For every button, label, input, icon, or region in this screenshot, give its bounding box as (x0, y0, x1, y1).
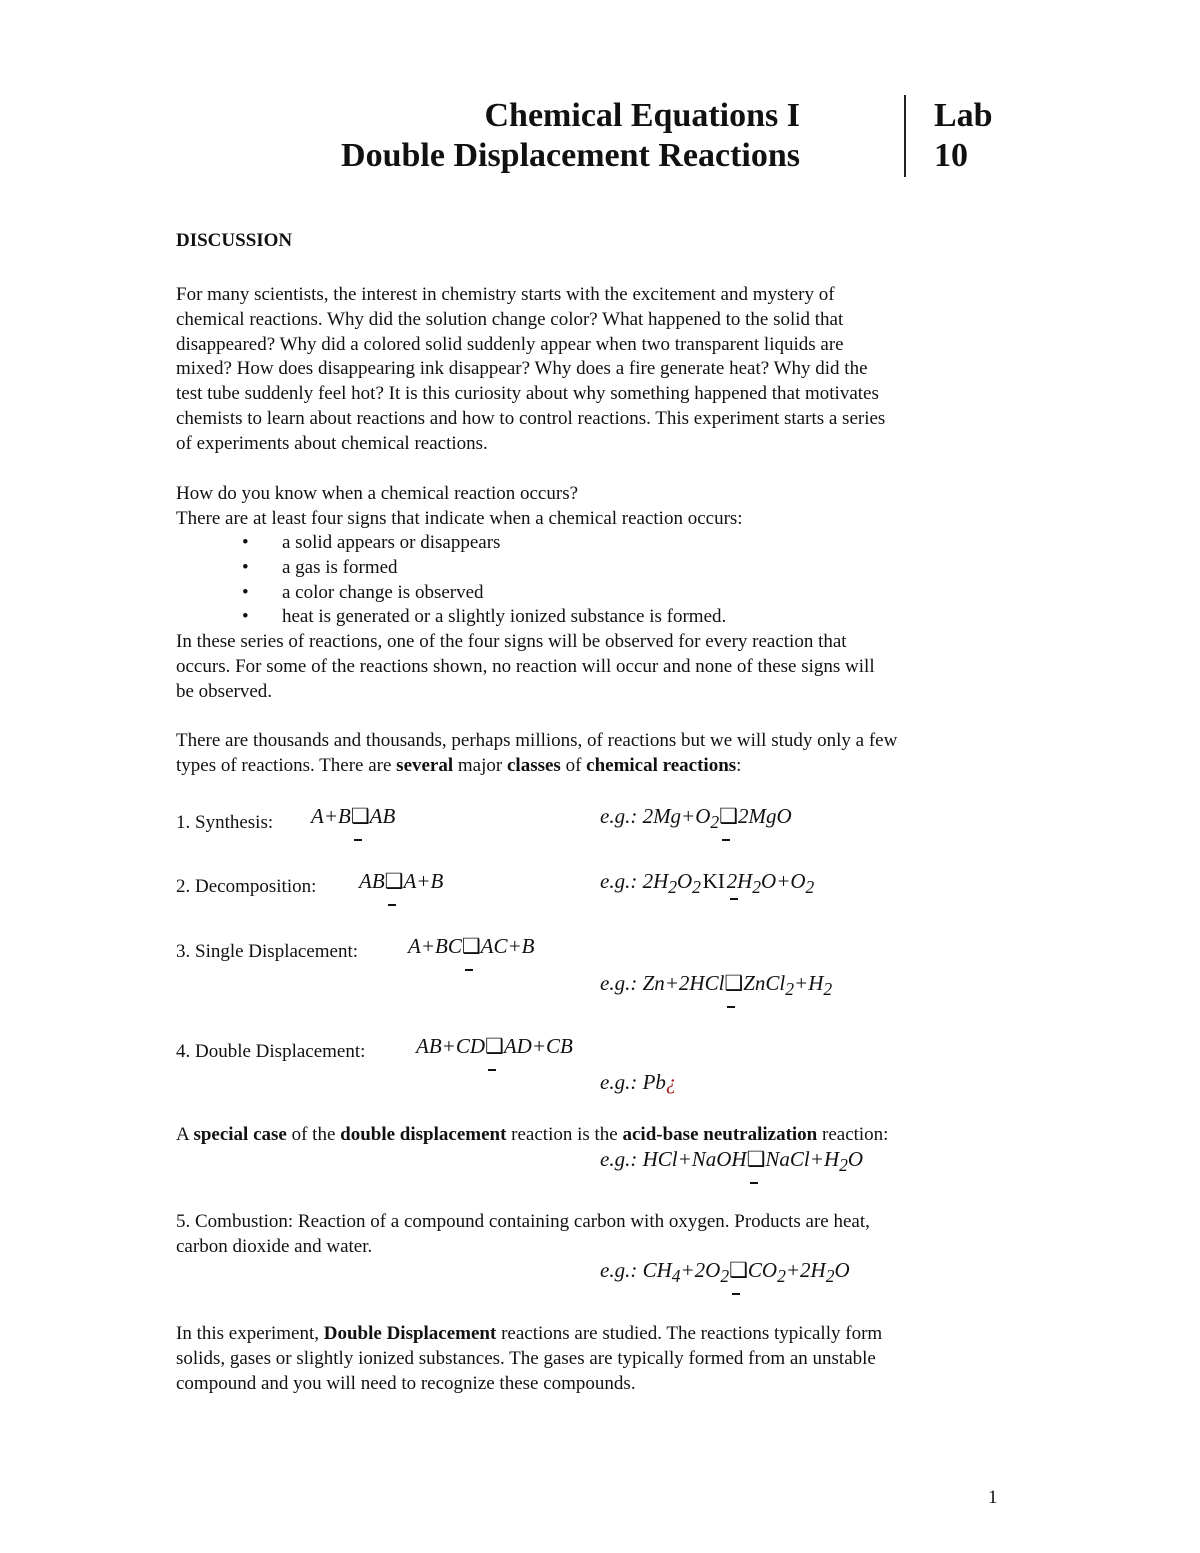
reaction-label-decomposition: 2. Decomposition: (176, 876, 317, 897)
lab-label (934, 96, 993, 176)
list-item: • heat is generated or a slightly ionized substance is formed. (176, 605, 726, 630)
list-item: • a solid appears or disappears (176, 531, 726, 556)
paragraph-line: There are thousands and thousands, perhaps millions, of reactions but we will study only a few (176, 730, 898, 751)
signs-intro (176, 482, 1006, 532)
special-case-line: A special case of the double displacement reaction is the acid-base neutralization reaction: (176, 1124, 889, 1145)
arrow-icon: ❑ (485, 1034, 504, 1058)
paragraph-line: 5. Combustion: Reaction of a compound containing carbon with oxygen. Products are heat, (176, 1211, 870, 1232)
double-displacement-general-equation: AB+CD❑AD+CB (416, 1034, 573, 1058)
paragraph-line: carbon dioxide and water. (176, 1235, 373, 1257)
decomposition-example-equation: e.g.: $2H_2O_2$ KI $2H_2O+O_2$ (600, 869, 815, 898)
closing-paragraph (176, 1322, 1006, 1396)
question-line: How do you know when a chemical reaction occurs? (176, 483, 579, 504)
arrow-icon: ❑ (461, 934, 481, 958)
intro-paragraph (176, 283, 1006, 457)
reaction-label-single-displacement: 3. Single Displacement: (176, 941, 359, 962)
intro-line: test tube suddenly feel hot? It is this curiosity about why something happened that motivates (176, 383, 879, 405)
intro-line: chemists to learn about reactions and how to control reactions. This experiment starts a series (176, 407, 886, 429)
lab-number: 10 (934, 137, 968, 174)
title-divider (904, 95, 906, 177)
single-displacement-example-equation: e.g.: $Zn+2HCl❑ZnCl_2+H_2$ (600, 971, 833, 1000)
lab-word: Lab (934, 97, 993, 134)
reaction-label-synthesis: 1. Synthesis: (176, 812, 274, 833)
neutralization-example-equation: e.g.: $HCl+NaOH❑NaCl+H_2O$ (600, 1147, 864, 1176)
combustion-paragraph (176, 1210, 1006, 1260)
page-number: 1 (988, 1487, 998, 1508)
decomposition-general-equation: AB❑A+B (359, 869, 444, 893)
single-displacement-general-equation: A+BC❑AC+B (408, 934, 535, 958)
list-item: • a gas is formed (176, 556, 726, 581)
paragraph-line: compound and you will need to recognize these compounds. (176, 1372, 636, 1394)
arrow-icon: ❑ (724, 971, 744, 995)
paragraph-line: occurs. For some of the reactions shown, no reaction will occur and none of these signs will (176, 655, 875, 677)
intro-line: disappeared? Why did a colored solid suddenly appear when two transparent liquids are (176, 333, 844, 355)
classes-paragraph (176, 729, 1006, 779)
document-title (100, 96, 800, 176)
signs-after-paragraph (176, 630, 1006, 704)
list-item: • a color change is observed (176, 581, 726, 606)
intro-line: of experiments about chemical reactions. (176, 432, 488, 454)
intro-line: For many scientists, the interest in chemistry starts with the excitement and mystery of (176, 284, 835, 305)
signs-intro-line: There are at least four signs that indicate when a chemical reaction occurs: (176, 507, 743, 529)
arrow-icon: ❑ (719, 804, 738, 828)
intro-line: mixed? How does disappearing ink disappear? Why does a fire generate heat? Why did the (176, 358, 868, 380)
discussion-heading: DISCUSSION (176, 230, 293, 251)
signs-list (176, 531, 726, 630)
intro-line: chemical reactions. Why did the solution change color? What happened to the solid that (176, 308, 844, 330)
arrow-icon: ❑ (729, 1258, 748, 1282)
paragraph-line: solids, gases or slightly ionized substances. The gases are typically formed from an unstable (176, 1347, 876, 1369)
paragraph-line: In this experiment, Double Displacement reactions are studied. The reactions typically form (176, 1323, 883, 1344)
arrow-icon: ❑ (746, 1147, 766, 1171)
synthesis-general-equation: A+B❑AB (311, 804, 396, 828)
title-line-2: Double Displacement Reactions (341, 137, 800, 174)
title-line-1: Chemical Equations I (484, 97, 800, 134)
synthesis-example-equation: e.g.: $2Mg+O_2❑2MgO$ (600, 804, 792, 833)
reaction-label-double-displacement: 4. Double Displacement: (176, 1041, 366, 1062)
double-displacement-example-equation: e.g.: Pb¿ (600, 1070, 677, 1094)
arrow-icon: ❑ (384, 869, 404, 893)
combustion-example-equation: e.g.: $CH_4+2O_2❑CO_2+2H_2O$ (600, 1258, 850, 1287)
paragraph-line: be observed. (176, 680, 273, 702)
paragraph-line: types of reactions. There are several major classes of chemical reactions: (176, 754, 742, 776)
paragraph-line: In these series of reactions, one of the four signs will be observed for every reaction that (176, 631, 847, 652)
arrow-icon: ❑ (350, 804, 370, 828)
